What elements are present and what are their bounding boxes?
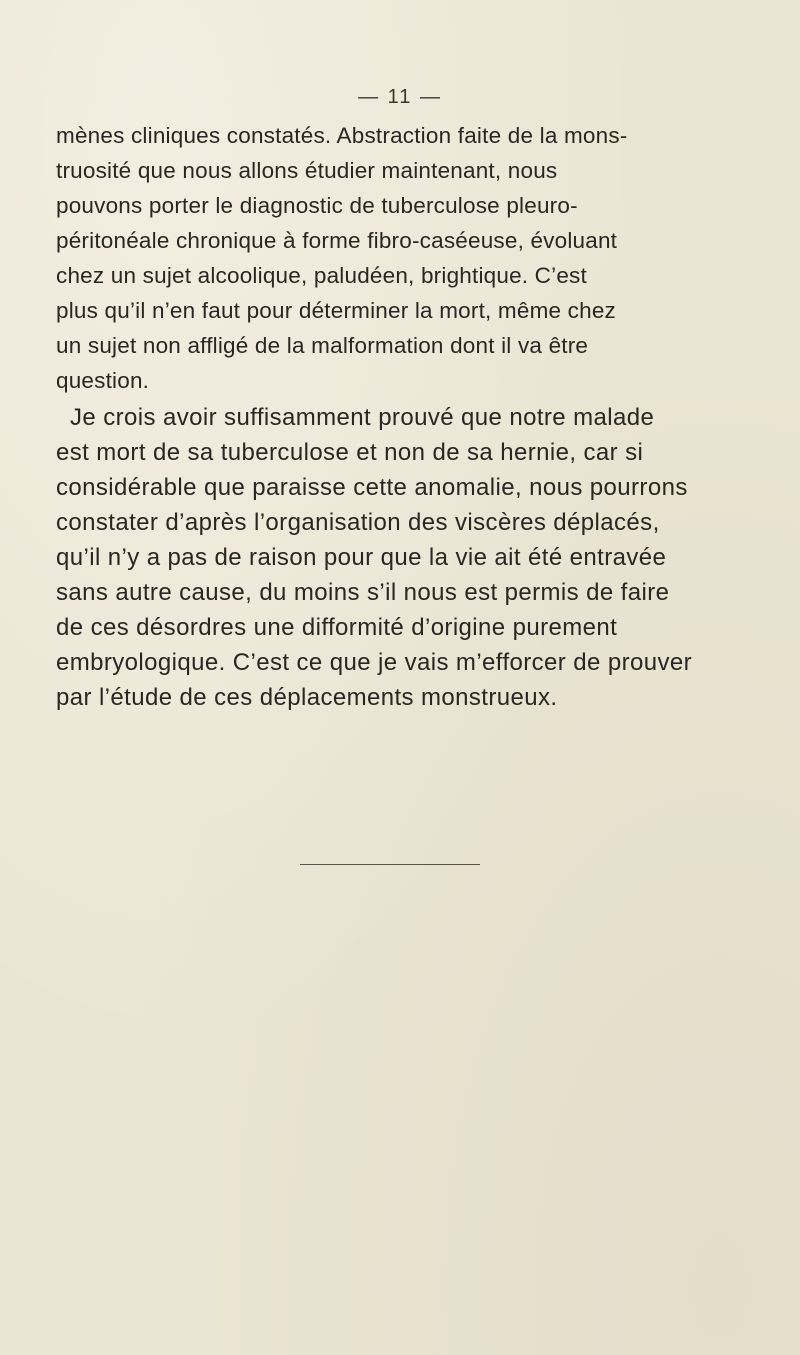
text-line: question. xyxy=(56,368,150,393)
page-number: — 11 — xyxy=(358,86,442,108)
section-divider xyxy=(300,864,480,865)
text-line: de ces désordres une difformité d’origine purement xyxy=(56,614,618,641)
text-line: considérable que paraisse cette anomalie, nous pourrons xyxy=(56,474,688,501)
text-line: Je crois avoir suffisamment prouvé que notre malade xyxy=(70,404,655,431)
text-line: par l’étude de ces déplacements monstrueux. xyxy=(56,684,558,711)
text-line: plus qu’il n’en faut pour déterminer la mort, même chez xyxy=(56,298,617,323)
text-line: constater d’après l’organisation des viscères déplacés, xyxy=(56,509,660,536)
text-line: péritonéale chronique à forme fibro-caséeuse, évoluant xyxy=(56,228,618,253)
paragraph-2 xyxy=(56,400,768,715)
text-line: chez un sujet alcoolique, paludéen, brightique. C’est xyxy=(56,263,587,288)
text-line: embryologique. C’est ce que je vais m’efforcer de prouver xyxy=(56,649,692,676)
text-line: mènes cliniques constatés. Abstraction faite de la mons- xyxy=(56,123,628,148)
text-line: pouvons porter le diagnostic de tuberculose pleuro- xyxy=(56,193,578,218)
text-line: un sujet non affligé de la malformation dont il va être xyxy=(56,333,589,358)
text-line: est mort de sa tuberculose et non de sa hernie, car si xyxy=(56,439,644,466)
body-text xyxy=(56,118,768,715)
text-line: qu’il n’y a pas de raison pour que la vie ait été entravée xyxy=(56,544,667,571)
text-line: sans autre cause, du moins s’il nous est permis de faire xyxy=(56,579,670,606)
text-line: truosité que nous allons étudier maintenant, nous xyxy=(56,158,558,183)
paragraph-1 xyxy=(56,118,768,398)
